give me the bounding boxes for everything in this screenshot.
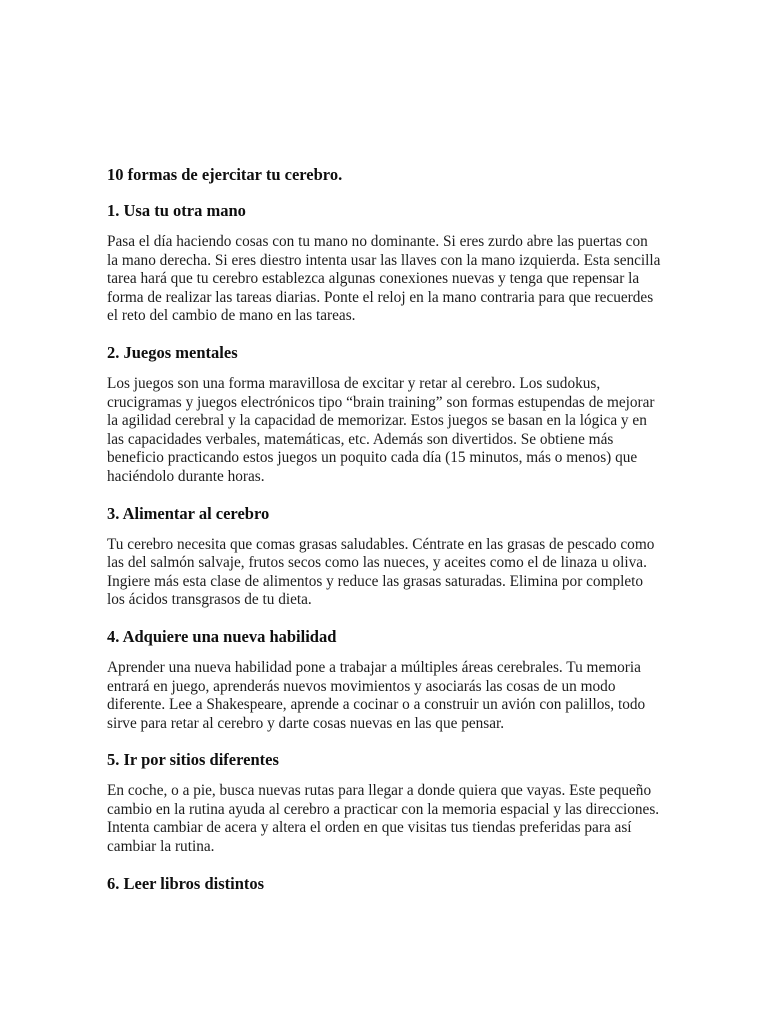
section-4-body: Aprender una nueva habilidad pone a trabajar a múltiples áreas cerebrales. Tu memoria entrará en juego, aprenderás nuevos movimientos y asociarás las cosas de un modo diferente. Lee a Shakespeare, aprende a cocinar o a construir un avión con palillos, todo sirve para retar al cerebro y darte cosas nuevas en las que pensar. (107, 658, 646, 732)
section-1 (107, 201, 661, 326)
section-1-heading: 1. Usa tu otra mano (107, 201, 246, 220)
document-content (107, 0, 661, 906)
section-6-heading: 6. Leer libros distintos (107, 873, 265, 893)
section-2-body: Los juegos son una forma maravillosa de excitar y retar al cerebro. Los sudokus, crucigramas y juegos electrónicos tipo “brain training” son formas estupendas de mejorar la agilidad cerebral y la capacidad de memorizar. Estos juegos se basan en la lógica y en las capacidades verbales, matemáticas, etc. Además son divertidos. Se obtiene más beneficio practicando estos juegos un poquito cada día (15 minutos, más o menos) que haciéndolo durante horas. (107, 374, 655, 485)
section-3-body: Tu cerebro necesita que comas grasas saludables. Céntrate en las grasas de pescado como las del salmón salvaje, frutos secos como las nueces, y aceites como el de linaza u oliva. Ingiere más esta clase de alimentos y reduce las grasas saturadas. Elimina por completo los ácidos transgrasos de tu dieta. (107, 535, 655, 609)
section-5 (107, 750, 661, 856)
section-4 (107, 627, 661, 733)
section-5-body: En coche, o a pie, busca nuevas rutas para llegar a donde quiera que vayas. Este pequeño cambio en la rutina ayuda al cerebro a practicar con la memoria espacial y las direcciones. Intenta cambiar de acera y altera el orden en que visitas tus tiendas preferidas para así cambiar la rutina. (107, 782, 660, 856)
section-2-heading: 2. Juegos mentales (107, 342, 238, 362)
section-1-body: Pasa el día haciendo cosas con tu mano no dominante. Si eres zurdo abre las puertas con la mano derecha. Si eres diestro intenta usar las llaves con la mano izquierda. Esta sencilla tarea hará que tu cerebro establezca algunas conexiones nuevas y tenga que repensar la forma de realizar las tareas diarias. Ponte el reloj en la mano contraria para que recuerdes el reto del cambio de mano en las tareas. (107, 233, 661, 325)
section-6 (107, 874, 661, 893)
section-5-heading: 5. Ir por sitios diferentes (107, 750, 279, 770)
section-3 (107, 504, 661, 610)
document-title: 10 formas de ejercitar tu cerebro. (107, 165, 343, 184)
section-2 (107, 343, 661, 487)
section-3-heading: 3. Alimentar al cerebro (107, 503, 270, 523)
section-4-heading: 4. Adquiere una nueva habilidad (107, 626, 337, 646)
